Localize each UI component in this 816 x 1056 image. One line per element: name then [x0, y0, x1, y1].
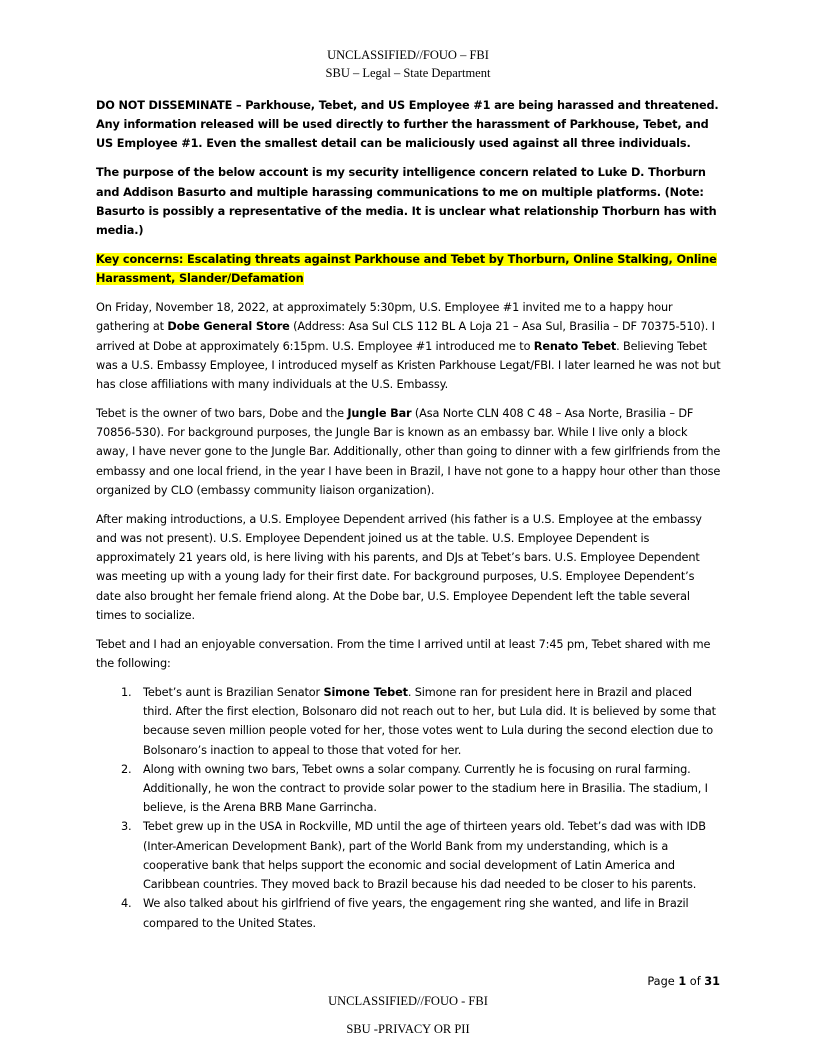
simone-tebet-name: Simone Tebet [323, 686, 408, 700]
key-concerns-highlight: Key concerns: Escalating threats against Parkhouse and Tebet by Thorburn, Online Stalking, Online Harassment, Slander/Defamation [96, 253, 717, 286]
list-item: 3. Tebet grew up in the USA in Rockville, MD until the age of thirteen years old. Tebet’s dad was with IDB (Inter-American Development Bank), part of the World Bank from my understanding, which is a cooperative bank that helps support the economic and social development of Latin America and Caribbean countries. They moved back to Brazil because his dad needed to be closer to his parents. [121, 820, 706, 892]
dobe-general-store-name: Dobe General Store [167, 320, 290, 334]
page-number: Page 1 of 31 [647, 975, 720, 988]
classification-header [0, 46, 816, 82]
list-item: 2. Along with owning two bars, Tebet owns a solar company. Currently he is focusing on rural farming. Additionally, he won the contract to provide solar power to the stadium here in Brasilia. The stadium, I believe, is the Arena BRB Mane Garrincha. [121, 762, 708, 815]
document-body [96, 96, 722, 933]
list-item: 4. We also talked about his girlfriend of five years, the engagement ring she wanted, and life in Brazil compared to the United States. [121, 897, 689, 930]
footer-privacy-line: SBU -PRIVACY OR PII [346, 1022, 470, 1036]
header-classification-line: UNCLASSIFIED//FOUO – FBI [327, 48, 489, 62]
paragraph-bars: Tebet is the owner of two bars, Dobe and the Jungle Bar (Asa Norte CLN 408 C 48 – Asa Norte, Brasilia – DF 70856-530). For background purposes, the Jungle Bar is known as an embassy bar. While I live only a block away, I have never gone to the Jungle Bar. Additionally, other than going to dinner with a few girlfriends from the embassy and one local friend, in the year I have been in Brazil, I have not gone to a happy hour other than those organized by CLO (embassy community liaison organization). [96, 407, 721, 497]
list-item: 1. Tebet’s aunt is Brazilian Senator Simone Tebet. Simone ran for president here in Brazil and placed third. After the first election, Bolsonaro did not reach out to her, but Lula did. It is believed by some that because seven million people voted for her, those votes went to Lula during the second election due to Bolsonaro’s inaction to appeal to those that voted for her. [121, 686, 716, 757]
paragraph-conversation: Tebet and I had an enjoyable conversation. From the time I arrived until at least 7:45 pm, Tebet shared with me the following: [96, 637, 711, 671]
classification-footer [0, 992, 816, 1010]
footer-privacy [0, 1020, 816, 1038]
dissemination-warning: DO NOT DISSEMINATE – Parkhouse, Tebet, and US Employee #1 are being harassed and threatened. Any information released will be used directly to further the harassment of Parkhouse, Tebet, and US Employee #1. Even the smallest detail can be maliciously used against all three individuals. [96, 99, 719, 151]
key-concerns [96, 250, 722, 288]
header-sbu-line: SBU – Legal – State Department [325, 66, 491, 80]
paragraph-happy-hour: On Friday, November 18, 2022, at approximately 5:30pm, U.S. Employee #1 invited me to a happy hour gathering at Dobe General Store (Address: Asa Sul CLS 112 BL A Loja 21 – Asa Sul, Brasilia – DF 70375-510). I arrived at Dobe at approximately 6:15pm. U.S. Employee #1 introduced me to Renato Tebet. Believing Tebet was a U.S. Embassy Employee, I introduced myself as Kristen Parkhouse Legat/FBI. I later learned he was not but has close affiliations with many individuals at the U.S. Embassy. [96, 301, 721, 392]
renato-tebet-name: Renato Tebet [533, 339, 617, 353]
footer-classification-line: UNCLASSIFIED//FOUO - FBI [328, 994, 488, 1008]
shared-info-list [96, 683, 722, 933]
purpose-statement: The purpose of the below account is my security intelligence concern related to Luke D. Thorburn and Addison Basurto and multiple harassing communications to me on multiple platforms. (Note: Basurto is possibly a representative of the media. It is unclear what relationship Thorburn has with media.) [96, 166, 717, 238]
paragraph-dependent: After making introductions, a U.S. Employee Dependent arrived (his father is a U.S. Employee at the embassy and was not present). U.S. Employee Dependent joined us at the table. U.S. Employee Dependent is approximately 21 years old, is here living with his parents, and DJs at Tebet’s bars. U.S. Employee Dependent was meeting up with a young lady for their first date. For background purposes, U.S. Employee Dependent’s date also brought her female friend along. At the Dobe bar, U.S. Employee Dependent left the table several times to socialize. [96, 512, 702, 622]
jungle-bar-name: Jungle Bar [347, 407, 412, 421]
